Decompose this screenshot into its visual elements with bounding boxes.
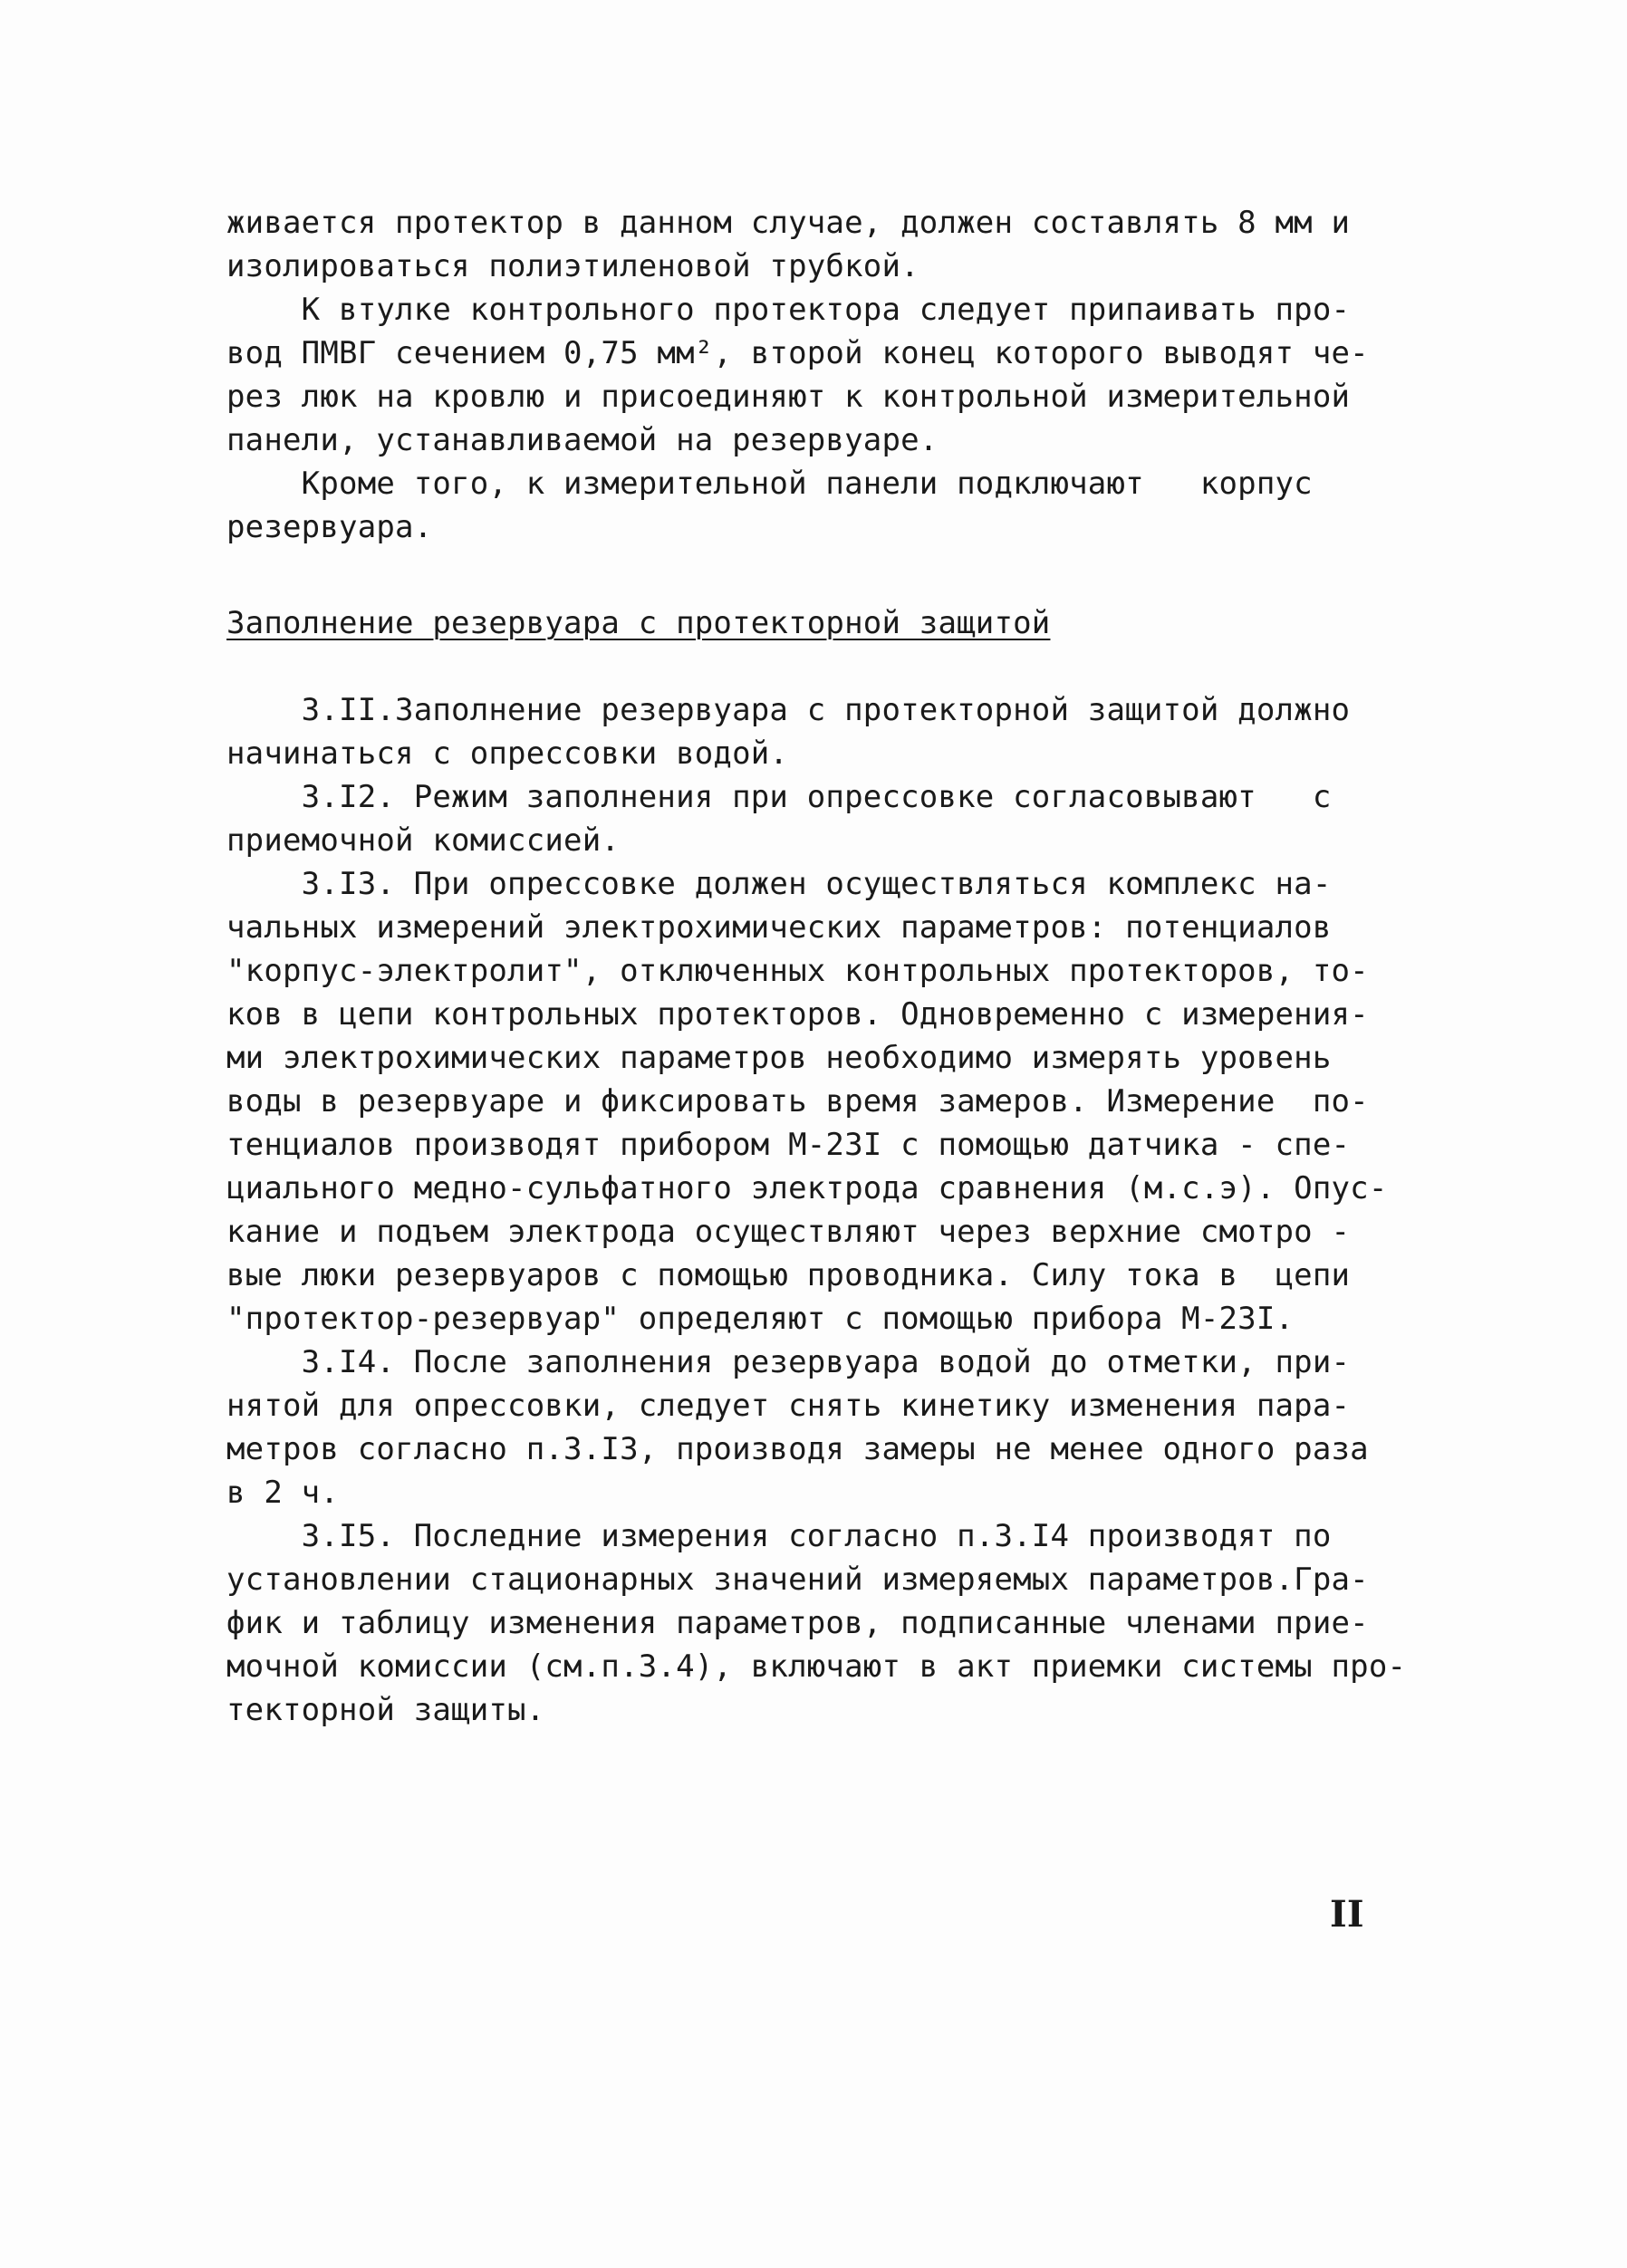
text-line: 3.I4. После заполнения резервуара водой до отметки, при- — [226, 1344, 1351, 1380]
text-line: рез люк на кровлю и присоединяют к контрольной измерительной — [226, 379, 1351, 415]
text-line: вые люки резервуаров с помощью проводника. Силу тока в цепи — [226, 1257, 1351, 1293]
text-line: мочной комиссии (см.п.3.4), включают в акт приемки системы про- — [226, 1648, 1407, 1685]
section-heading: Заполнение резервуара с протекторной защитой — [226, 605, 1051, 641]
text-line: Кроме того, к измерительной панели подключают корпус — [226, 466, 1313, 502]
text-line: 3.I3. При опрессовке должен осуществляться комплекс на- — [226, 866, 1332, 902]
text-line: К втулке контрольного протектора следует припаивать про- — [226, 292, 1351, 328]
text-line: начинаться с опрессовки водой. — [226, 735, 789, 772]
text-line: 3.II.Заполнение резервуара с протекторной защитой должно — [226, 692, 1351, 728]
text-line: резервуара. — [226, 509, 433, 545]
text-line: изолироваться полиэтиленовой трубкой. — [226, 248, 919, 284]
text-line: чальных измерений электрохимических параметров: потенциалов — [226, 909, 1332, 946]
text-line: приемочной комиссией. — [226, 822, 621, 859]
text-line: установлении стационарных значений измеряемых параметров.Гра- — [226, 1562, 1369, 1598]
text-line: метров согласно п.3.I3, производя замеры не менее одного раза — [226, 1431, 1369, 1467]
page-number: II — [1330, 1893, 1364, 1936]
text-line: "корпус-электролит", отключенных контрольных протекторов, то- — [226, 953, 1369, 989]
text-line: кание и подъем электрода осуществляют через верхние смотро - — [226, 1214, 1351, 1250]
text-line: 3.I5. Последние измерения согласно п.3.I4 производят по — [226, 1518, 1332, 1554]
text-line: тенциалов производят прибором М-23I с помощью датчика - спе- — [226, 1127, 1351, 1163]
text-line: фик и таблицу изменения параметров, подписанные членами прие- — [226, 1605, 1369, 1641]
text-line: циального медно-сульфатного электрода сравнения (м.с.э). Опус- — [226, 1170, 1388, 1206]
text-line: ми электрохимических параметров необходимо измерять уровень — [226, 1040, 1332, 1076]
text-line: ков в цепи контрольных протекторов. Одновременно с измерения- — [226, 996, 1369, 1033]
text-line: живается протектор в данном случае, должен составлять 8 мм и — [226, 205, 1351, 241]
text-line: воды в резервуаре и фиксировать время замеров. Измерение по- — [226, 1083, 1369, 1120]
text-line: в 2 ч. — [226, 1475, 340, 1511]
text-line: панели, устанавливаемой на резервуаре. — [226, 422, 939, 458]
text-line: текторной защиты. — [226, 1692, 545, 1728]
text-line: нятой для опрессовки, следует снять кинетику изменения пара- — [226, 1388, 1351, 1424]
text-line: вод ПМВГ сечением 0,75 мм², второй конец которого выводят че- — [226, 335, 1369, 371]
text-line: "протектор-резервуар" определяют с помощью прибора М-23I. — [226, 1301, 1295, 1337]
text-line: 3.I2. Режим заполнения при опрессовке согласовывают с — [226, 779, 1332, 815]
